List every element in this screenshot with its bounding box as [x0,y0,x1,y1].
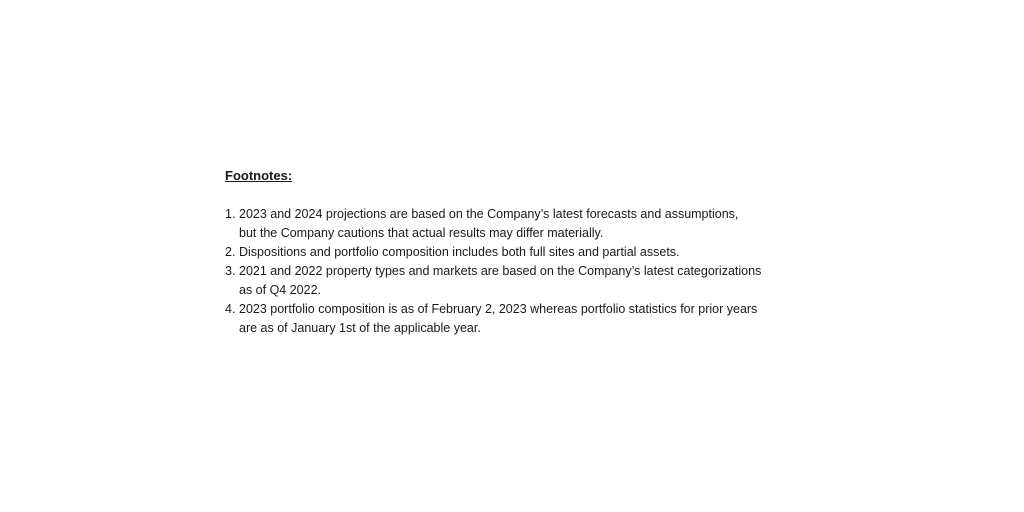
footnote-number: 4. [225,302,236,316]
footnote-text-line: are as of January 1st of the applicable year. [239,321,481,335]
footnote-number: 3. [225,264,236,278]
footnote-item-4 [225,300,865,338]
footnote-text-line: 2023 and 2024 projections are based on the Company’s latest forecasts and assumptions, [239,207,739,221]
footnote-text-line: but the Company cautions that actual results may differ materially. [239,226,604,240]
footnote-item-3 [225,262,865,300]
footnote-number: 2. [225,245,236,259]
footnote-text-line: 2023 portfolio composition is as of February 2, 2023 whereas portfolio statistics for prior years [239,302,758,316]
footnote-text-line: as of Q4 2022. [239,283,322,297]
footnote-text-line: 2021 and 2022 property types and markets are based on the Company’s latest categorizations [239,264,762,278]
footnote-item-2 [225,243,865,262]
footnotes-heading: Footnotes: [225,168,293,183]
footnote-text-line: Dispositions and portfolio composition includes both full sites and partial assets. [239,245,680,259]
footnotes-section [225,167,865,338]
footnotes-list [225,205,865,338]
footnote-number: 1. [225,207,236,221]
footnote-item-1 [225,205,865,243]
